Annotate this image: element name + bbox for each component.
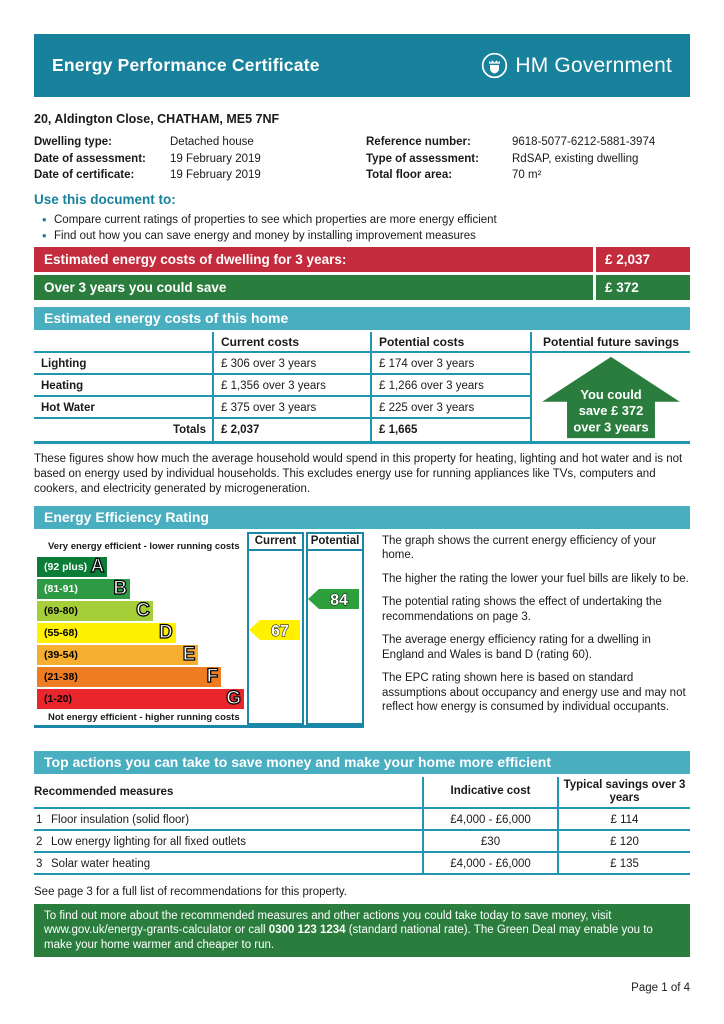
rating-paragraph: The average energy efficiency rating for a dwelling in England and Wales is band D (rating 60). [382, 634, 651, 661]
chart-baseline [34, 725, 364, 728]
see-page3-note: See page 3 for a full list of recommendations for this property. [34, 885, 347, 898]
band-range-label: (21-38) [44, 670, 78, 683]
section-banner-energy-rating: Energy Efficiency Rating [34, 506, 690, 529]
costs-row-name: Hot Water [34, 397, 212, 419]
figures-note: These figures show how much the average household would spend in this property for heating, lighting and hot water and is not based on energy used by individual households. This excludes energy use for running appliances like TVs, computers and cookers, and electricity generated by microgeneration. [34, 452, 683, 495]
svg-text:save £ 372: save £ 372 [578, 402, 644, 418]
costs-header-blank [34, 332, 212, 353]
epc-band-c [37, 601, 244, 623]
epc-band-a [37, 557, 244, 579]
chart-bottom-caption: Not energy efficient - higher running costs [48, 711, 240, 723]
bullet-item: • Find out how you can save energy and money by installing improvement measures [34, 228, 690, 244]
page-number: Page 1 of 4 [631, 982, 690, 994]
hm-government-label: HM Government [515, 53, 672, 77]
chart-potential-column [306, 551, 364, 725]
section-banner-top-actions: Top actions you can take to save money and make your home more efficient [34, 751, 690, 774]
epc-band-e [37, 645, 244, 667]
top-actions-table [34, 777, 690, 875]
rating-paragraph: The higher the rating the lower your fuel bills are likely to be. [382, 572, 689, 585]
detail-floor-area: Total floor area: 70 m² [366, 169, 542, 181]
hm-government-crest-icon [481, 52, 508, 79]
costs-row-current: £ 306 over 3 years [212, 353, 370, 375]
costs-header-savings: Potential future savings [530, 332, 690, 353]
bullet-icon: • [42, 227, 47, 243]
green-deal-phone: 0300 123 1234 [268, 924, 346, 936]
rating-paragraph: The EPC rating shown here is based on standard assumptions about occupancy and energy use and may not reflect how energy is consumed by individual occupants. [382, 672, 686, 713]
costs-header-potential: Potential costs [370, 332, 530, 353]
savings-house-arrow-icon [537, 354, 685, 440]
band-letter: B [113, 577, 128, 599]
savings-house-cell [530, 353, 690, 441]
epc-rating-chart [34, 532, 366, 728]
green-deal-text: (standard national rate). The Green Deal may enable you to make your home warmer and cheaper to run. [44, 924, 653, 951]
current-rating-arrow [249, 619, 301, 641]
action-measure: 2 Low energy lighting for all fixed outlets [34, 831, 422, 853]
band-letter: E [182, 643, 196, 665]
chart-top-caption: Very energy efficient - lower running costs [48, 540, 240, 552]
costs-row-potential: £ 225 over 3 years [370, 397, 530, 419]
section-banner-estimated-costs: Estimated energy costs of this home [34, 307, 690, 330]
costs-totals-potential: £ 1,665 [370, 419, 530, 441]
detail-reference-number: Reference number: 9618-5077-6212-5881-3974 [366, 136, 656, 148]
svg-text:You could: You could [580, 386, 642, 402]
header-banner [34, 34, 690, 97]
costs-row-current: £ 375 over 3 years [212, 397, 370, 419]
estimated-costs-value: £ 2,037 [596, 247, 690, 272]
potential-rating-arrow [308, 588, 360, 610]
costs-row-potential: £ 174 over 3 years [370, 353, 530, 375]
green-deal-text: To find out more about the recommended measures and other actions you could take today to save money, visit www.gov.uk/energy-grants-calculator or call [44, 909, 612, 936]
action-savings: £ 120 [557, 831, 690, 853]
band-letter: F [206, 665, 219, 687]
use-document-bullets [34, 212, 690, 244]
band-letter: A [90, 555, 105, 577]
costs-header-current: Current costs [212, 332, 370, 353]
costs-row-name: Heating [34, 375, 212, 397]
property-address: 20, Aldington Close, CHATHAM, ME5 7NF [34, 112, 280, 126]
band-range-label: (39-54) [44, 648, 78, 661]
estimated-costs-bar: Estimated energy costs of dwelling for 3 years: £ 2,037 [34, 247, 690, 272]
svg-text:84: 84 [330, 591, 348, 609]
actions-header-savings: Typical savings over 3 years [557, 777, 690, 809]
chart-potential-header: Potential [306, 532, 364, 551]
epc-band-d [37, 623, 244, 645]
band-range-label: (69-80) [44, 604, 78, 617]
epc-band-b [37, 579, 244, 601]
costs-totals-current: £ 2,037 [212, 419, 370, 441]
hm-government-logo [481, 52, 672, 79]
band-range-label: (81-91) [44, 582, 78, 595]
property-details [34, 134, 690, 184]
svg-text:over 3 years: over 3 years [573, 418, 649, 434]
rating-paragraph: The potential rating shows the effect of undertaking the recommendations on page 3. [382, 596, 662, 623]
detail-date-certificate: Date of certificate: 19 February 2019 [34, 169, 261, 181]
action-measure: 1 Floor insulation (solid floor) [34, 809, 422, 831]
potential-savings-bar: Over 3 years you could save £ 372 [34, 275, 690, 300]
action-cost: £4,000 - £6,000 [422, 809, 557, 831]
epc-band-f [37, 667, 244, 689]
action-cost: £30 [422, 831, 557, 853]
detail-type-assessment: Type of assessment: RdSAP, existing dwelling [366, 152, 639, 165]
actions-header-measures: Recommended measures [34, 777, 422, 809]
green-deal-box [34, 904, 690, 958]
costs-row-current: £ 1,356 over 3 years [212, 375, 370, 397]
band-range-label: (55-68) [44, 626, 78, 639]
bullet-item: • Compare current ratings of properties to see which properties are more energy efficient [34, 212, 690, 228]
costs-row-name: Lighting [34, 353, 212, 375]
actions-header-cost: Indicative cost [422, 777, 557, 809]
costs-totals-label: Totals [172, 423, 206, 436]
action-cost: £4,000 - £6,000 [422, 853, 557, 875]
band-range-label: (1-20) [44, 692, 73, 705]
action-savings: £ 135 [557, 853, 690, 875]
costs-row-potential: £ 1,266 over 3 years [370, 375, 530, 397]
energy-rating-section [34, 532, 690, 728]
estimated-costs-table [34, 332, 690, 444]
action-savings: £ 114 [557, 809, 690, 831]
epc-band-g [37, 689, 244, 711]
band-range-label: (92 plus) [44, 560, 88, 573]
rating-paragraph: The graph shows the current energy efficiency of your home. [382, 534, 657, 561]
potential-savings-value: £ 372 [596, 275, 690, 300]
bullet-icon: • [42, 211, 47, 227]
svg-text:67: 67 [271, 622, 289, 640]
band-letter: G [226, 687, 241, 709]
page-title: Energy Performance Certificate [52, 55, 320, 75]
chart-current-header: Current [247, 532, 304, 551]
use-document-heading: Use this document to: [34, 191, 176, 207]
band-letter: C [136, 599, 150, 621]
epc-band-list [37, 557, 244, 711]
detail-date-assessment: Date of assessment: 19 February 2019 [34, 152, 261, 165]
action-measure: 3 Solar water heating [34, 853, 422, 875]
detail-dwelling-type: Dwelling type: Detached house [34, 136, 254, 148]
rating-explanation [382, 532, 690, 728]
band-letter: D [158, 621, 173, 643]
